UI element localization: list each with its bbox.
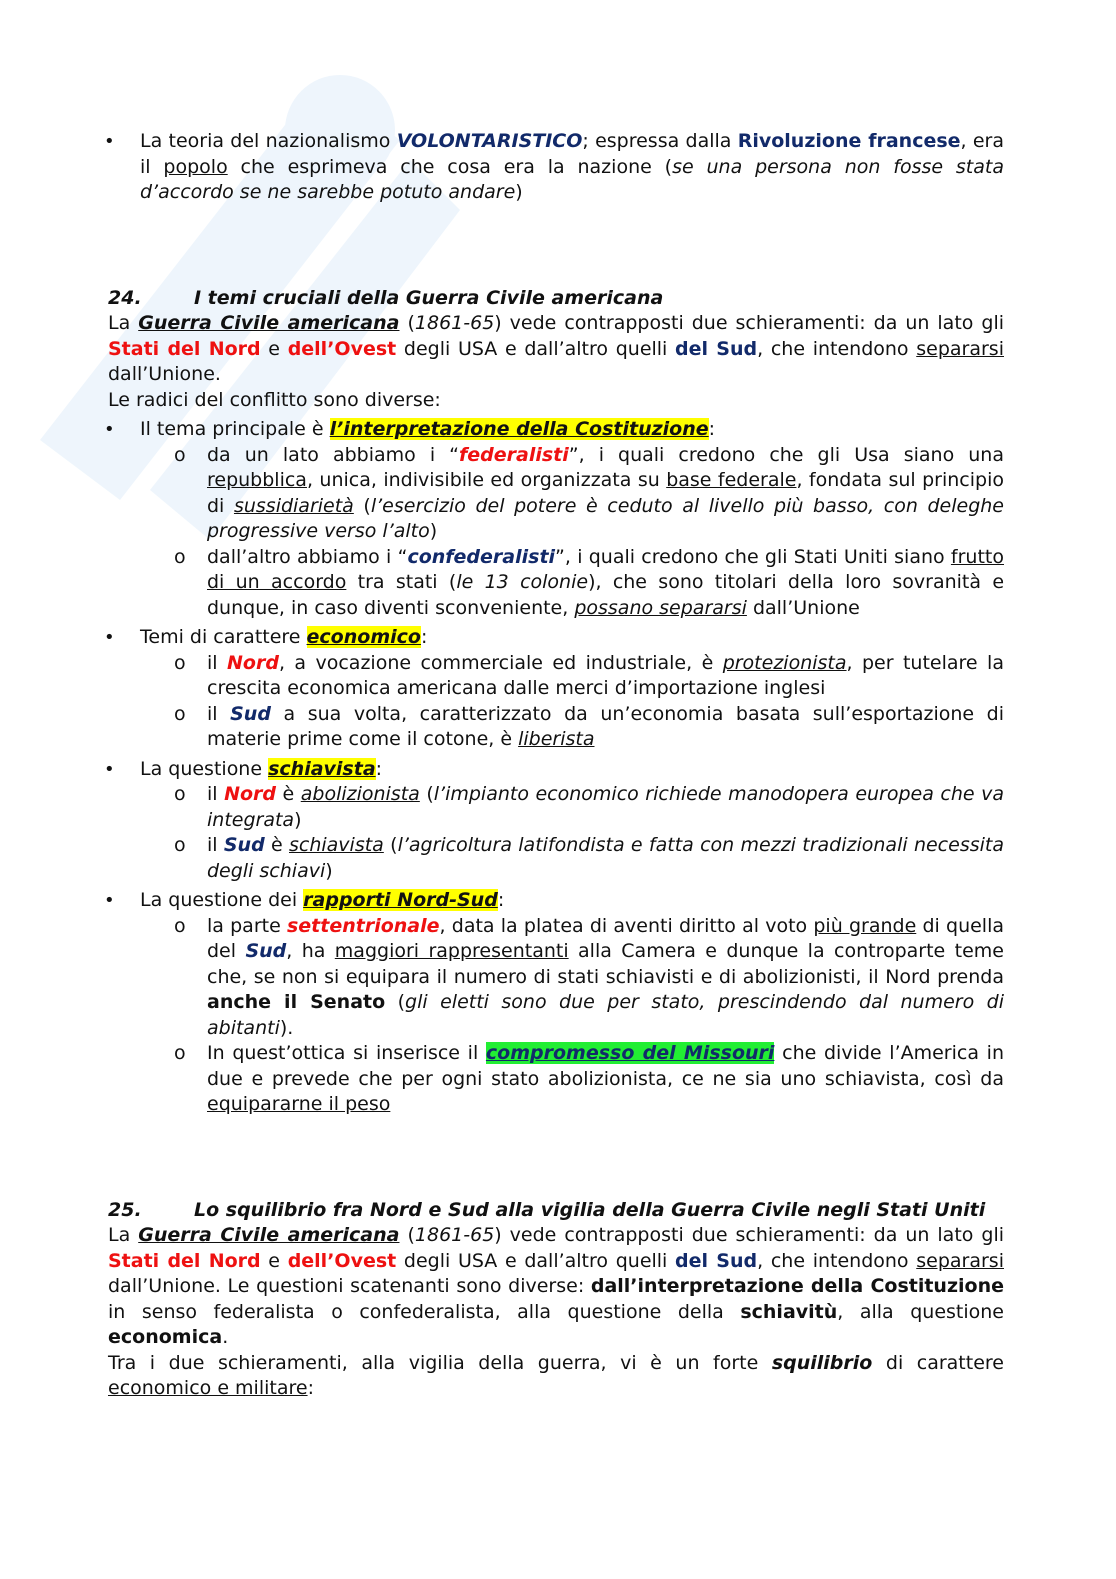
sub-settentrionale: o la parte settentrionale, data la platea di aventi diritto al voto più grande di quella del Sud, ha maggiori rappresentanti alla Camera e dunque la controparte teme che, se non si equipara il numero di stati schiavisti e di abolizionisti, il Nord prenda anche il Senato (gli eletti sono due per stato, prescindendo dal numero di abitanti).	[108, 914, 1004, 1042]
document-page	[108, 129, 1004, 1402]
sub-sud-schiavista: o il Sud è schiavista (l’agricoltura latifondista e fatta con mezzi tradizionali necessita degli schiavi)	[108, 833, 1004, 884]
sub-confederalisti: o dall’altro abbiamo i “confederalisti”, i quali credono che gli Stati Uniti siano frutto di un accordo tra stati (le 13 colonie), che sono titolari della loro sovranità e dunque, in caso diventi sconveniente, possano separarsi dall’Unione	[108, 545, 1004, 622]
bullet-costituzione: • Il tema principale è l’interpretazione della Costituzione:	[108, 417, 1004, 443]
bullet-economico: • Temi di carattere economico:	[108, 625, 1004, 651]
section-25-intro: La Guerra Civile americana (1861-65) vede contrapposti due schieramenti: da un lato gli Stati del Nord e dell’Ovest degli USA e dall’altro quelli del Sud, che intendono separarsi dall’Unione. Le questioni scatenanti sono diverse: dall’interpretazione della Costituzione in senso federalista o confederalista, alla questione della schiavitù, alla questione economica.	[108, 1224, 1004, 1348]
bullet-rapporti-nord-sud: • La questione dei rapporti Nord-Sud:	[108, 888, 1004, 914]
section-24-roots: Le radici del conflitto sono diverse:	[108, 388, 441, 411]
sub-nord-protezionista: o il Nord, a vocazione commerciale ed industriale, è protezionista, per tutelare la crescita economica americana dalle merci d’importazione inglesi	[108, 651, 1004, 702]
sub-compromesso-missouri: o In quest’ottica si inserisce il compromesso del Missouri che divide l’America in due e prevede che per ogni stato abolizionista, ce ne sia uno schiavista, così da equipararne il peso	[108, 1041, 1004, 1118]
sub-federalisti: o da un lato abbiamo i “federalisti”, i quali credono che gli Usa siano una repubblica, unica, indivisibile ed organizzata su base federale, fondata sul principio di sussidiarietà (l’esercizio del potere è ceduto al livello più basso, con deleghe progressive verso l’alto)	[108, 443, 1004, 545]
bullet-volontaristico: • La teoria del nazionalismo VOLONTARISTICO; espressa dalla Rivoluzione francese, era il popolo che esprimeva che cosa era la nazione (se una persona non fosse stata d’accordo se ne sarebbe potuto andare)	[108, 129, 1004, 206]
section-25-heading: 25. Lo squilibrio fra Nord e Sud alla vigilia della Guerra Civile negli Stati Uniti	[108, 1198, 986, 1221]
section-25-squilibrio: Tra i due schieramenti, alla vigilia della guerra, vi è un forte squilibrio di carattere economico e militare:	[108, 1351, 1004, 1399]
sub-nord-abolizionista: o il Nord è abolizionista (l’impianto economico richiede manodopera europea che va integrata)	[108, 782, 1004, 833]
sub-sud-liberista: o il Sud a sua volta, caratterizzato da un’economia basata sull’esportazione di materie prime come il cotone, è liberista	[108, 702, 1004, 753]
bullet-schiavista: • La questione schiavista:	[108, 757, 1004, 783]
section-24-intro: La Guerra Civile americana (1861-65) vede contrapposti due schieramenti: da un lato gli Stati del Nord e dell’Ovest degli USA e dall’altro quelli del Sud, che intendono separarsi dall’Unione.	[108, 312, 1004, 385]
section-24-heading: 24. I temi cruciali della Guerra Civile americana	[108, 286, 664, 309]
